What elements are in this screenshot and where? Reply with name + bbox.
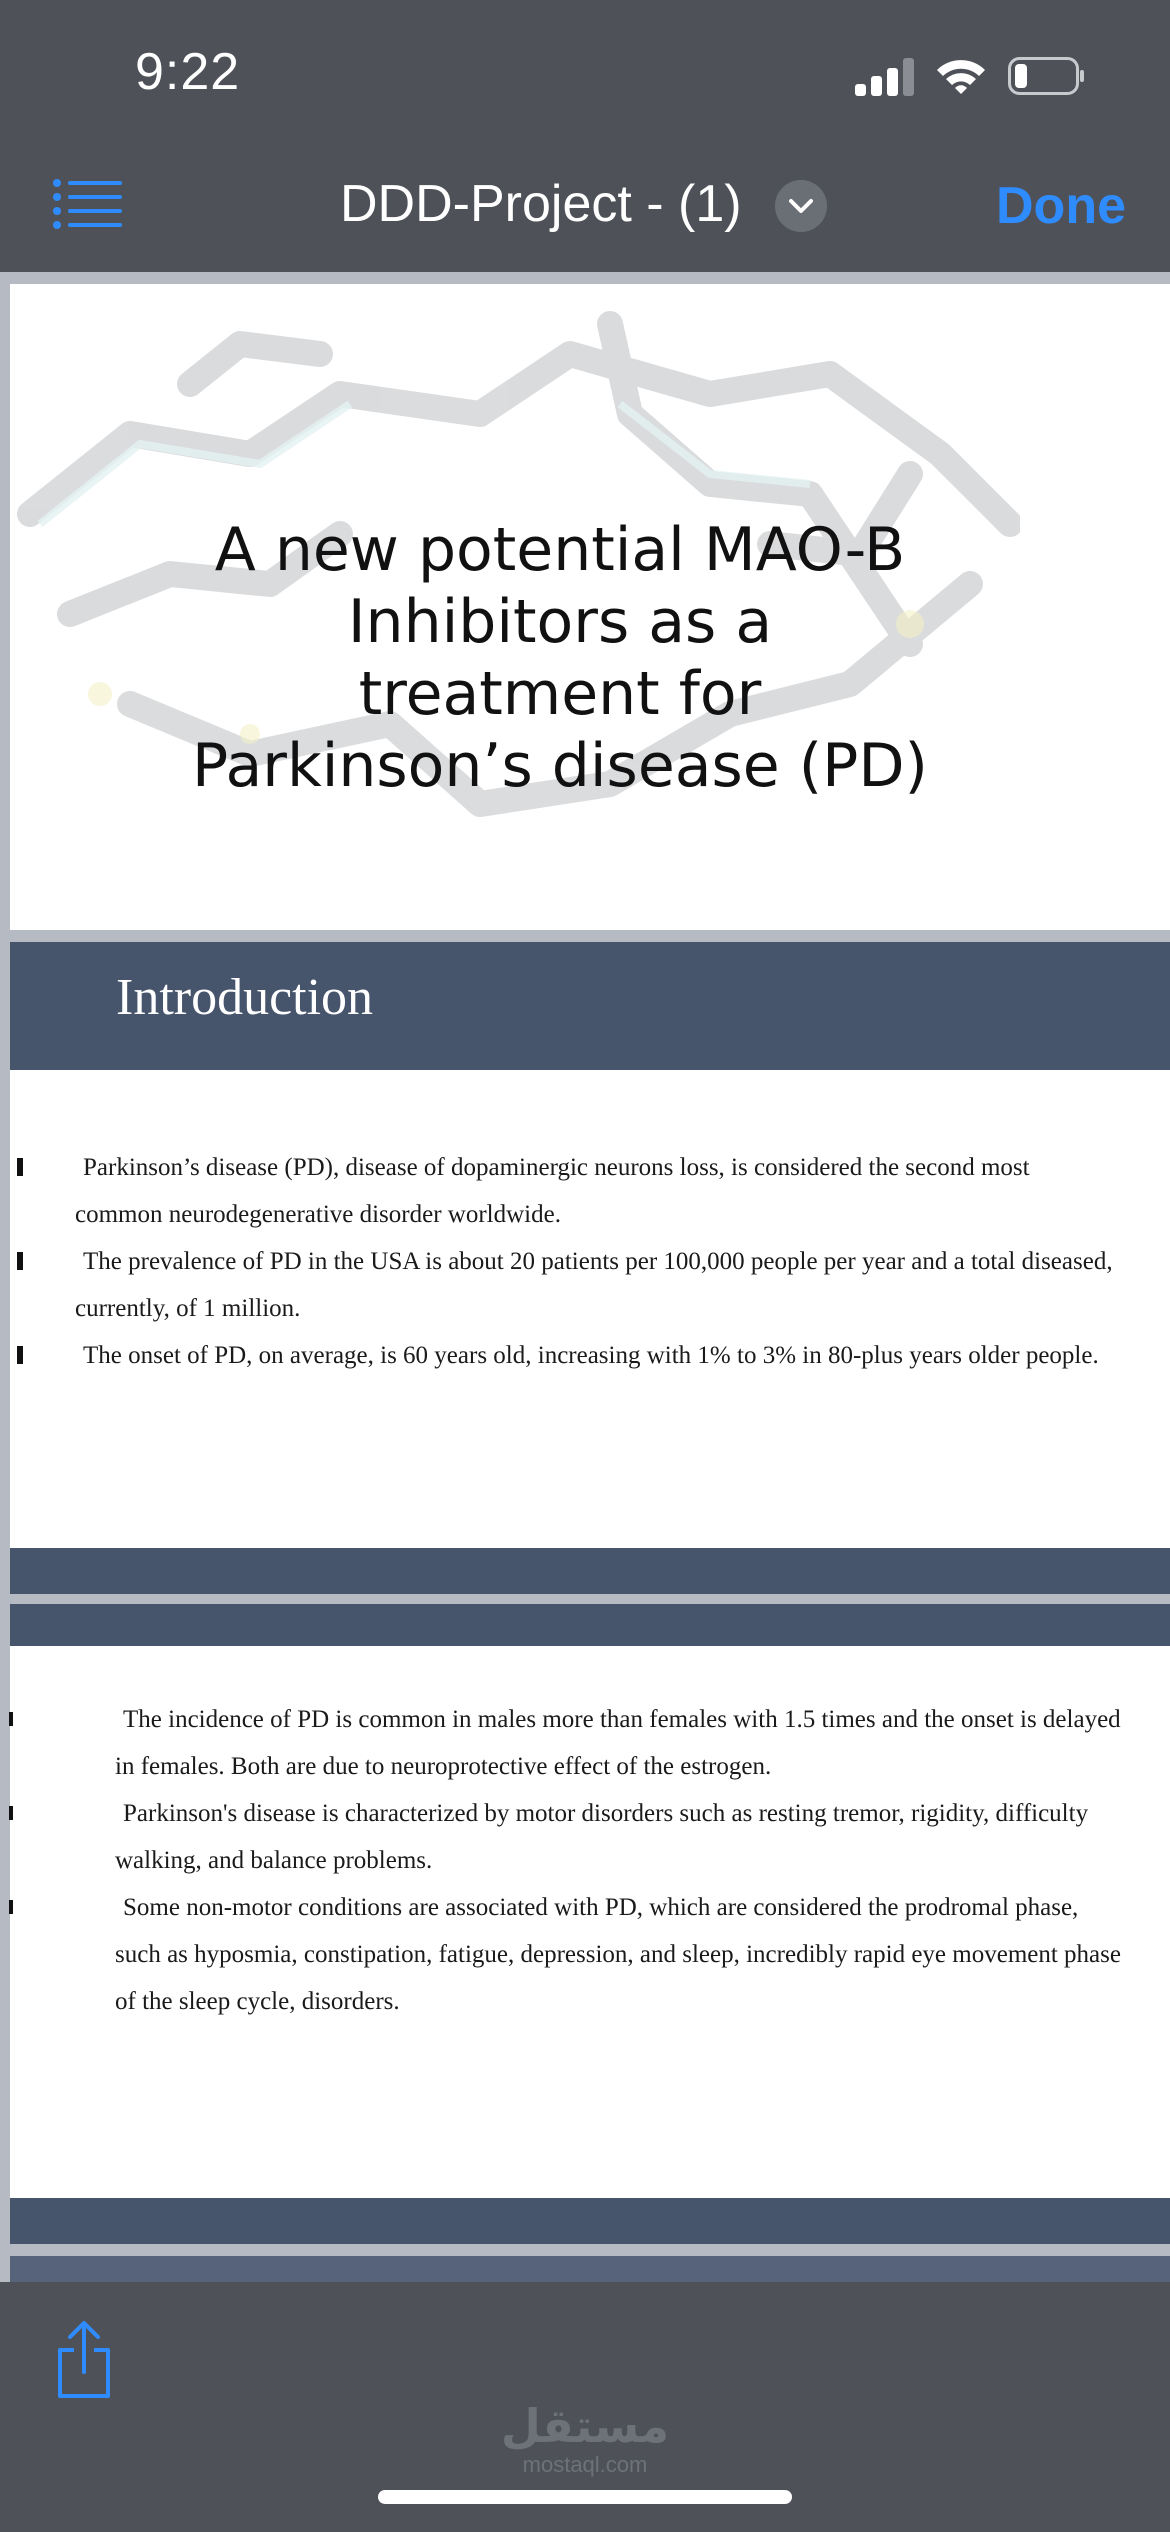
bullet-text: The incidence of PD is common in males more than females with 1.5 times and the onset is delayed in females. Both are due to neuroprotective effect of the estrogen. (115, 1706, 1121, 1780)
watermark (0, 2400, 1170, 2478)
title-line: A new potential MAO-B (214, 515, 906, 585)
slide-footer-band (10, 2198, 1170, 2244)
bullet-text: The prevalence of PD in the USA is about 20 patients per 100,000 people per year and a total diseased, currently, of 1 million. (75, 1248, 1113, 1322)
next-slide-preview (10, 2256, 1170, 2282)
chevron-down-icon[interactable] (775, 180, 827, 232)
title-slide (10, 284, 1170, 930)
list-icon[interactable] (52, 178, 122, 230)
slide-header-band (10, 2256, 1170, 2282)
bullet-list (115, 1696, 1125, 2025)
bullet-icon (17, 1158, 23, 1176)
bullet-text: Parkinson’s disease (PD), disease of dopaminergic neurons loss, is considered the second most common neurodegenerative disorder worldwide. (75, 1154, 1030, 1228)
done-button[interactable]: Done (996, 177, 1126, 235)
home-indicator[interactable] (378, 2490, 792, 2504)
bullet-icon (9, 1712, 13, 1726)
title-line: treatment for (358, 659, 762, 729)
list-item (75, 1332, 1115, 1379)
list-item (115, 1884, 1125, 2025)
bullet-icon (9, 1806, 13, 1820)
slide-header-band (10, 1604, 1170, 1646)
document-title[interactable]: DDD-Project - (1) (340, 175, 742, 233)
wifi-icon (935, 56, 987, 96)
status-time: 9:22 (135, 43, 241, 101)
slide-header-band (10, 942, 1170, 1070)
list-item (115, 1696, 1125, 1790)
bullet-icon (9, 1900, 13, 1914)
symptoms-slide (10, 1604, 1170, 2244)
title-line: Inhibitors as a (347, 587, 773, 657)
bullet-text: Some non-motor conditions are associated with PD, which are considered the prodromal phase, such as hyposmia, constipation, fatigue, depression, and sleep, incredibly rapid eye movement phase of the sleep cycle, disorders. (115, 1894, 1121, 2015)
list-item (75, 1144, 1115, 1238)
list-item (75, 1238, 1115, 1332)
bullet-icon (17, 1346, 23, 1364)
status-bar (0, 0, 1170, 150)
document-viewer[interactable] (0, 272, 1170, 2282)
signal-icon (855, 58, 915, 96)
battery-icon (1008, 57, 1086, 95)
bullet-text: The onset of PD, on average, is 60 years old, increasing with 1% to 3% in 80-plus years older people. (83, 1342, 1099, 1369)
slide-main-title (110, 514, 1010, 802)
list-item (115, 1790, 1125, 1884)
watermark-text: mostaql.com (522, 2452, 648, 2477)
bullet-icon (17, 1252, 23, 1270)
watermark-logo: مستقل (500, 2399, 670, 2453)
bullet-text: Parkinson's disease is characterized by motor disorders such as resting tremor, rigidity, difficulty walking, and balance problems. (115, 1800, 1089, 1874)
slide-heading: Introduction (116, 969, 374, 1026)
bullet-list (75, 1144, 1115, 1379)
slide-footer-band (10, 1548, 1170, 1594)
introduction-slide (10, 942, 1170, 1594)
title-line: Parkinson’s disease (PD) (192, 731, 928, 801)
share-icon[interactable] (52, 2320, 116, 2400)
